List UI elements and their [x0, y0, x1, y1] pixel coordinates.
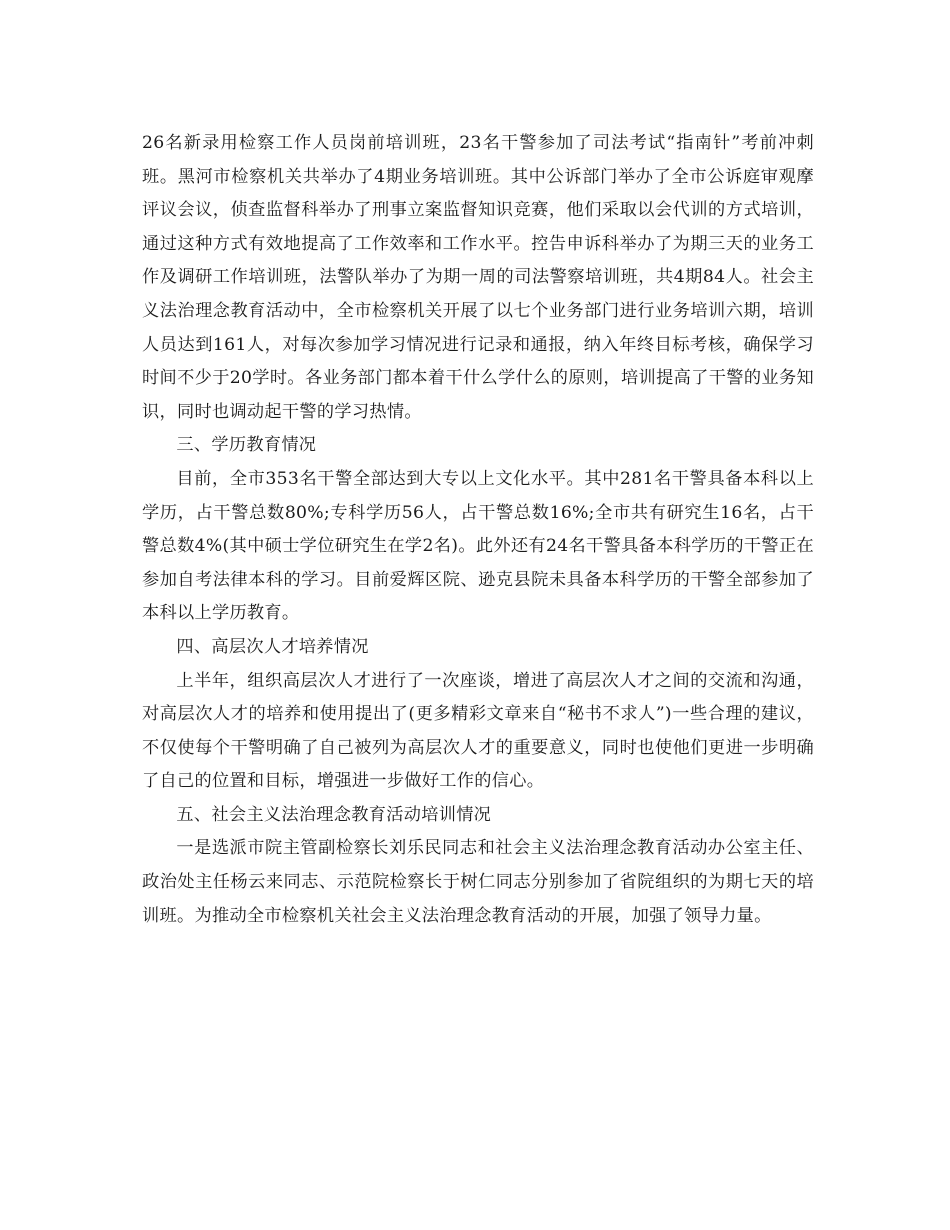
- body-paragraph-education: 目前，全市353名干警全部达到大专以上文化水平。其中281名干警具备本科以上学历，占干警总数80%;专科学历56人，占干警总数16%;全市共有研究生16名，占干警总数4%(其中硕士学位研究生在学2名)。此外还有24名干警具备本科学历的干警正在参加自考法律本科的学习。目前爱辉区院、逊克县院未具备本科学历的干警全部参加了本科以上学历教育。: [142, 468, 814, 624]
- body-paragraph-rule-of-law: 一是选派市院主管副检察长刘乐民同志和社会主义法治理念教育活动办公室主任、政治处主任杨云来同志、示范院检察长于树仁同志分别参加了省院组织的为期七天的培训班。为推动全市检察机关社会主义法治理念教育活动的开展，加强了领导力量。: [142, 838, 814, 926]
- section-heading-education: 三、学历教育情况: [176, 435, 317, 456]
- body-paragraph-training: 26名新录用检察工作人员岗前培训班，23名干警参加了司法考试“指南针”考前冲刺班。黑河市检察机关共举办了4期业务培训班。其中公诉部门举办了全市公诉庭审观摩评议会议，侦查监督科举办了刑事立案监督知识竞赛，他们采取以会代训的方式培训，通过这种方式有效地提高了工作效率和工作水平。控告申诉科举办了为期三天的业务工作及调研工作培训班，法警队举办了为期一周的司法警察培训班，共4期84人。社会主义法治理念教育活动中，全市检察机关开展了以七个业务部门进行业务培训六期，培训人员达到161人，对每次参加学习情况进行记录和通报，纳入年终目标考核，确保学习时间不少于20学时。各业务部门都本着干什么学什么的原则，培训提高了干警的业务知识，同时也调动起干警的学习热情。: [142, 133, 814, 422]
- section-heading-talent: 四、高层次人才培养情况: [176, 636, 369, 657]
- body-paragraph-talent: 上半年，组织高层次人才进行了一次座谈，增进了高层次人才之间的交流和沟通，对高层次人才的培养和使用提出了(更多精彩文章来自“秘书不求人”)一些合理的建议，不仅使每个干警明确了自己被列为高层次人才的重要意义，同时也使他们更进一步明确了自己的位置和目标，增强进一步做好工作的信心。: [142, 670, 814, 792]
- document-body: [142, 127, 814, 933]
- section-heading-rule-of-law: 五、社会主义法治理念教育活动培训情况: [176, 804, 492, 825]
